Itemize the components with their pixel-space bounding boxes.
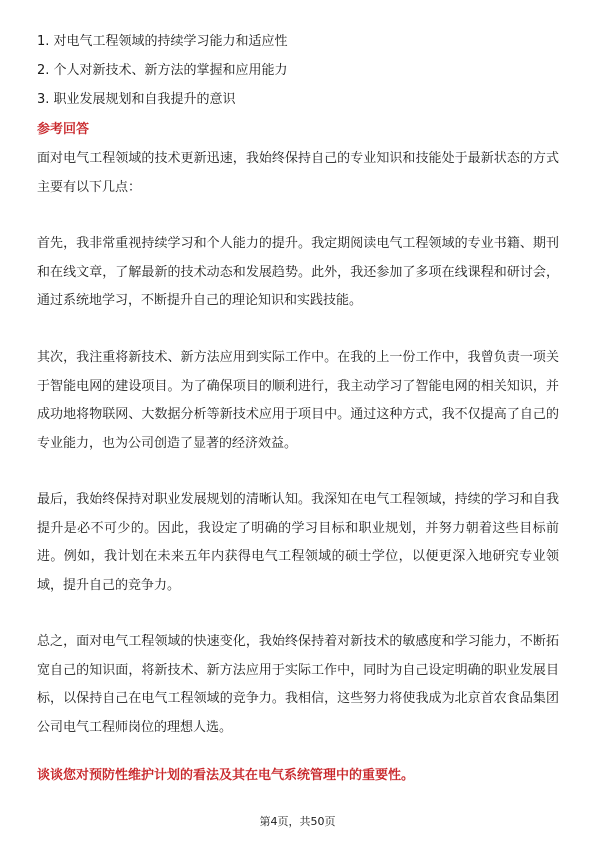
answer-heading: 参考回答 — [37, 122, 90, 137]
evaluation-point-3: 3. 职业发展规划和自我提升的意识 — [37, 92, 236, 107]
answer-paragraph-conclusion: 总之，面对电气工程领域的快速变化，我始终保持着对新技术的敏感度和学习能力，不断拓宽自己的知识面，将新技术、新方法应用于实际工作中，同时为自己设定明确的职业发展目标，以保持自己在电气工程领域的竞争力。我相信，这些努力将使我成为北京首农食品集团公司电气工程师岗位的理想人选。 — [37, 634, 559, 735]
answer-paragraph-first: 首先，我非常重视持续学习和个人能力的提升。我定期阅读电气工程领域的专业书籍、期刊和在线文章，了解最新的技术动态和发展趋势。此外，我还参加了多项在线课程和研讨会，通过系统地学习，不断提升自己的理论知识和实践技能。 — [37, 236, 559, 308]
answer-paragraph-intro: 面对电气工程领域的技术更新迅速，我始终保持自己的专业知识和技能处于最新状态的方式主要有以下几点： — [37, 151, 559, 195]
evaluation-point-1: 1. 对电气工程领域的持续学习能力和适应性 — [37, 34, 288, 49]
answer-paragraph-third: 最后，我始终保持对职业发展规划的清晰认知。我深知在电气工程领域，持续的学习和自我提升是必不可少的。因此，我设定了明确的学习目标和职业规划，并努力朝着这些目标前进。例如，我计划在未来五年内获得电气工程领域的硕士学位，以便更深入地研究专业领域，提升自己的竞争力。 — [37, 492, 559, 593]
page-number: 第4页，共50页 — [259, 815, 336, 828]
answer-paragraph-second: 其次，我注重将新技术、新方法应用到实际工作中。在我的上一份工作中，我曾负责一项关于智能电网的建设项目。为了确保项目的顺利进行，我主动学习了智能电网的相关知识，并成功地将物联网、大数据分析等新技术应用于项目中。通过这种方式，我不仅提高了自己的专业能力，也为公司创造了显著的经济效益。 — [37, 350, 559, 451]
next-question: 谈谈您对预防性维护计划的看法及其在电气系统管理中的重要性。 — [37, 768, 415, 783]
evaluation-point-2: 2. 个人对新技术、新方法的掌握和应用能力 — [37, 63, 288, 78]
